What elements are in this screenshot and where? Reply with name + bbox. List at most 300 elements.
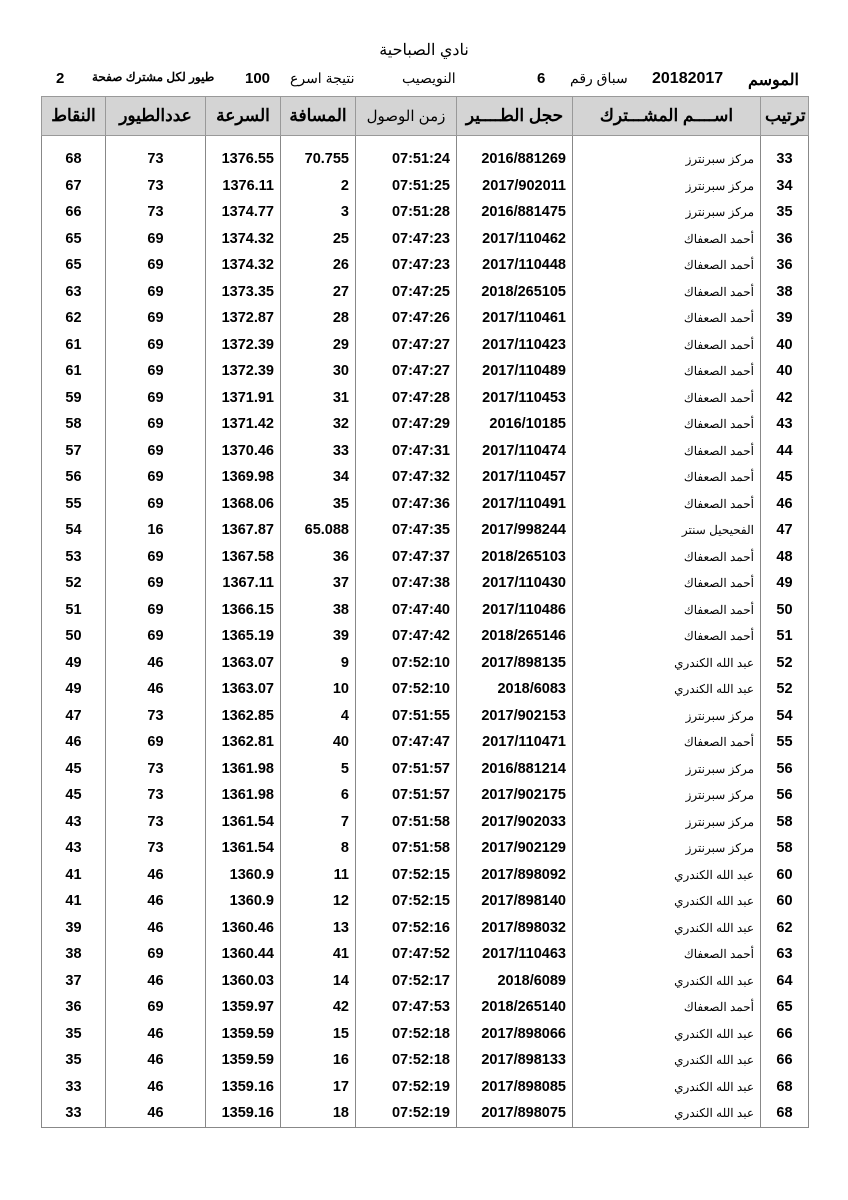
points-cell: 33 (42, 1074, 106, 1101)
rank-cell: 55 (761, 729, 809, 756)
table-row (42, 968, 809, 995)
rank-cell: 43 (761, 411, 809, 438)
rank-cell: 56 (761, 782, 809, 809)
points-cell: 61 (42, 358, 106, 385)
speed-cell: 1359.16 (206, 1100, 281, 1127)
member-name-cell: أحمد الصعفاك (573, 464, 761, 491)
table-row (42, 835, 809, 862)
birds-count-cell: 69 (106, 491, 206, 518)
arrival-time-cell: 07:51:24 (356, 136, 457, 173)
rank-cell: 49 (761, 570, 809, 597)
result-label: نتيجة اسرع (290, 70, 355, 86)
arrival-time-cell: 07:52:19 (356, 1100, 457, 1127)
distance-cell: 28 (281, 305, 356, 332)
points-cell: 57 (42, 438, 106, 465)
member-name-cell: أحمد الصعفاك (573, 332, 761, 359)
distance-cell: 26 (281, 252, 356, 279)
arrival-time-cell: 07:52:15 (356, 888, 457, 915)
speed-cell: 1371.42 (206, 411, 281, 438)
rank-cell: 58 (761, 835, 809, 862)
speed-cell: 1374.32 (206, 226, 281, 253)
distance-cell: 41 (281, 941, 356, 968)
member-name-cell: أحمد الصعفاك (573, 941, 761, 968)
table-row (42, 1100, 809, 1127)
birds-count-cell: 69 (106, 994, 206, 1021)
speed-cell: 1360.03 (206, 968, 281, 995)
member-name-cell: عبد الله الكندري (573, 1100, 761, 1127)
table-row (42, 173, 809, 200)
points-cell: 66 (42, 199, 106, 226)
ring-number-cell: 2017/110463 (457, 941, 573, 968)
per-member-label: طيور لكل مشترك صفحة (92, 70, 215, 84)
table-row (42, 782, 809, 809)
member-name-cell: أحمد الصعفاك (573, 411, 761, 438)
speed-cell: 1361.54 (206, 835, 281, 862)
rank-cell: 45 (761, 464, 809, 491)
table-row (42, 862, 809, 889)
rank-cell: 54 (761, 703, 809, 730)
birds-count-cell: 46 (106, 676, 206, 703)
rank-cell: 33 (761, 136, 809, 173)
distance-cell: 30 (281, 358, 356, 385)
ring-number-cell: 2018/6089 (457, 968, 573, 995)
member-name-cell: عبد الله الكندري (573, 650, 761, 677)
birds-count-cell: 73 (106, 756, 206, 783)
ring-number-cell: 2017/902153 (457, 703, 573, 730)
birds-count-cell: 69 (106, 544, 206, 571)
table-row (42, 136, 809, 173)
distance-cell: 35 (281, 491, 356, 518)
birds-count-cell: 46 (106, 1047, 206, 1074)
ring-number-cell: 2017/110474 (457, 438, 573, 465)
arrival-time-cell: 07:52:19 (356, 1074, 457, 1101)
rank-cell: 36 (761, 226, 809, 253)
ring-number-cell: 2018/265146 (457, 623, 573, 650)
birds-count-cell: 69 (106, 729, 206, 756)
rank-cell: 63 (761, 941, 809, 968)
ring-number-cell: 2017/898075 (457, 1100, 573, 1127)
ring-number-cell: 2018/265105 (457, 279, 573, 306)
speed-cell: 1360.46 (206, 915, 281, 942)
points-cell: 45 (42, 782, 106, 809)
birds-count-cell: 73 (106, 136, 206, 173)
race-location: النويصيب (402, 70, 456, 86)
ring-number-cell: 2017/110462 (457, 226, 573, 253)
arrival-time-cell: 07:52:18 (356, 1047, 457, 1074)
table-row (42, 941, 809, 968)
table-row (42, 1047, 809, 1074)
arrival-time-cell: 07:51:58 (356, 835, 457, 862)
points-cell: 59 (42, 385, 106, 412)
rank-cell: 66 (761, 1047, 809, 1074)
arrival-time-cell: 07:47:35 (356, 517, 457, 544)
points-cell: 43 (42, 835, 106, 862)
rank-cell: 39 (761, 305, 809, 332)
distance-cell: 70.755 (281, 136, 356, 173)
arrival-time-cell: 07:51:57 (356, 756, 457, 783)
speed-cell: 1368.06 (206, 491, 281, 518)
distance-cell: 34 (281, 464, 356, 491)
birds-count-cell: 69 (106, 305, 206, 332)
points-cell: 33 (42, 1100, 106, 1127)
birds-count-cell: 69 (106, 385, 206, 412)
rank-cell: 51 (761, 623, 809, 650)
rank-cell: 68 (761, 1100, 809, 1127)
ring-number-cell: 2017/898092 (457, 862, 573, 889)
speed-cell: 1365.19 (206, 623, 281, 650)
member-name-cell: مركز سبرنترز (573, 809, 761, 836)
speed-cell: 1374.77 (206, 199, 281, 226)
table-row (42, 252, 809, 279)
speed-cell: 1362.85 (206, 703, 281, 730)
ring-number-cell: 2016/881269 (457, 136, 573, 173)
rank-cell: 40 (761, 332, 809, 359)
distance-cell: 40 (281, 729, 356, 756)
ring-number-cell: 2017/110486 (457, 597, 573, 624)
birds-count-cell: 73 (106, 703, 206, 730)
points-cell: 43 (42, 809, 106, 836)
member-name-cell: عبد الله الكندري (573, 1047, 761, 1074)
birds-count-cell: 46 (106, 1074, 206, 1101)
ring-number-cell: 2017/110430 (457, 570, 573, 597)
ring-number-cell: 2017/110471 (457, 729, 573, 756)
member-name-cell: أحمد الصعفاك (573, 729, 761, 756)
rank-cell: 42 (761, 385, 809, 412)
member-name-cell: أحمد الصعفاك (573, 994, 761, 1021)
ring-number-cell: 2017/110491 (457, 491, 573, 518)
table-row (42, 623, 809, 650)
member-name-cell: أحمد الصعفاك (573, 305, 761, 332)
speed-cell: 1361.98 (206, 756, 281, 783)
table-row (42, 438, 809, 465)
points-cell: 65 (42, 252, 106, 279)
points-cell: 62 (42, 305, 106, 332)
member-name-cell: أحمد الصعفاك (573, 544, 761, 571)
distance-cell: 12 (281, 888, 356, 915)
ring-number-cell: 2017/902011 (457, 173, 573, 200)
rank-cell: 36 (761, 252, 809, 279)
birds-count-cell: 69 (106, 279, 206, 306)
arrival-time-cell: 07:47:36 (356, 491, 457, 518)
birds-count-cell: 69 (106, 597, 206, 624)
race-label: سباق رقم (570, 70, 628, 86)
birds-count-cell: 69 (106, 464, 206, 491)
points-cell: 68 (42, 136, 106, 173)
col-header-distance: المسافة (281, 97, 356, 136)
member-name-cell: عبد الله الكندري (573, 862, 761, 889)
distance-cell: 13 (281, 915, 356, 942)
member-name-cell: أحمد الصعفاك (573, 438, 761, 465)
speed-cell: 1359.59 (206, 1047, 281, 1074)
rank-cell: 68 (761, 1074, 809, 1101)
points-cell: 49 (42, 676, 106, 703)
arrival-time-cell: 07:52:10 (356, 650, 457, 677)
distance-cell: 36 (281, 544, 356, 571)
member-name-cell: أحمد الصعفاك (573, 279, 761, 306)
arrival-time-cell: 07:47:23 (356, 252, 457, 279)
speed-cell: 1372.39 (206, 332, 281, 359)
ring-number-cell: 2017/898135 (457, 650, 573, 677)
distance-cell: 15 (281, 1021, 356, 1048)
birds-count-cell: 46 (106, 968, 206, 995)
points-cell: 35 (42, 1047, 106, 1074)
ring-number-cell: 2017/110461 (457, 305, 573, 332)
table-row (42, 411, 809, 438)
race-number: 6 (537, 70, 546, 87)
season-value: 20182017 (652, 70, 724, 87)
ring-number-cell: 2017/898133 (457, 1047, 573, 1074)
member-name-cell: أحمد الصعفاك (573, 570, 761, 597)
ring-number-cell: 2017/902033 (457, 809, 573, 836)
ring-number-cell: 2017/898085 (457, 1074, 573, 1101)
arrival-time-cell: 07:47:27 (356, 358, 457, 385)
points-cell: 65 (42, 226, 106, 253)
distance-cell: 32 (281, 411, 356, 438)
birds-count-cell: 69 (106, 623, 206, 650)
arrival-time-cell: 07:51:57 (356, 782, 457, 809)
table-row (42, 703, 809, 730)
arrival-time-cell: 07:47:31 (356, 438, 457, 465)
arrival-time-cell: 07:47:53 (356, 994, 457, 1021)
birds-count-cell: 73 (106, 809, 206, 836)
speed-cell: 1360.9 (206, 888, 281, 915)
birds-count-cell: 69 (106, 438, 206, 465)
points-cell: 49 (42, 650, 106, 677)
birds-count-cell: 73 (106, 782, 206, 809)
table-row (42, 332, 809, 359)
points-cell: 45 (42, 756, 106, 783)
member-name-cell: مركز سبرنترز (573, 782, 761, 809)
distance-cell: 4 (281, 703, 356, 730)
speed-cell: 1376.55 (206, 136, 281, 173)
rank-cell: 44 (761, 438, 809, 465)
speed-cell: 1367.87 (206, 517, 281, 544)
table-row (42, 544, 809, 571)
points-cell: 67 (42, 173, 106, 200)
table-row (42, 464, 809, 491)
member-name-cell: أحمد الصعفاك (573, 597, 761, 624)
speed-cell: 1376.11 (206, 173, 281, 200)
speed-cell: 1362.81 (206, 729, 281, 756)
ring-number-cell: 2018/6083 (457, 676, 573, 703)
col-header-speed: السرعة (206, 97, 281, 136)
member-name-cell: أحمد الصعفاك (573, 358, 761, 385)
table-row (42, 809, 809, 836)
speed-cell: 1371.91 (206, 385, 281, 412)
distance-cell: 14 (281, 968, 356, 995)
arrival-time-cell: 07:47:28 (356, 385, 457, 412)
ring-number-cell: 2017/110457 (457, 464, 573, 491)
points-cell: 53 (42, 544, 106, 571)
distance-cell: 7 (281, 809, 356, 836)
distance-cell: 65.088 (281, 517, 356, 544)
speed-cell: 1359.59 (206, 1021, 281, 1048)
table-row (42, 226, 809, 253)
table-row (42, 570, 809, 597)
arrival-time-cell: 07:52:17 (356, 968, 457, 995)
arrival-time-cell: 07:47:47 (356, 729, 457, 756)
ring-number-cell: 2017/110423 (457, 332, 573, 359)
table-row (42, 305, 809, 332)
table-row (42, 491, 809, 518)
arrival-time-cell: 07:47:25 (356, 279, 457, 306)
speed-cell: 1373.35 (206, 279, 281, 306)
member-name-cell: أحمد الصعفاك (573, 491, 761, 518)
birds-count-cell: 69 (106, 332, 206, 359)
ring-number-cell: 2018/265103 (457, 544, 573, 571)
birds-count-cell: 69 (106, 941, 206, 968)
birds-count-cell: 69 (106, 570, 206, 597)
rank-cell: 40 (761, 358, 809, 385)
points-cell: 51 (42, 597, 106, 624)
distance-cell: 17 (281, 1074, 356, 1101)
club-title: نادي الصباحية (379, 42, 469, 59)
arrival-time-cell: 07:47:26 (356, 305, 457, 332)
speed-cell: 1370.46 (206, 438, 281, 465)
rank-cell: 34 (761, 173, 809, 200)
speed-cell: 1363.07 (206, 650, 281, 677)
arrival-time-cell: 07:52:10 (356, 676, 457, 703)
distance-cell: 11 (281, 862, 356, 889)
col-header-rank: ترتيب (761, 97, 809, 136)
points-cell: 56 (42, 464, 106, 491)
table-row (42, 1021, 809, 1048)
speed-cell: 1369.98 (206, 464, 281, 491)
arrival-time-cell: 07:52:15 (356, 862, 457, 889)
rank-cell: 52 (761, 650, 809, 677)
member-name-cell: مركز سبرنترز (573, 173, 761, 200)
birds-count-cell: 46 (106, 1100, 206, 1127)
table-row (42, 994, 809, 1021)
distance-cell: 38 (281, 597, 356, 624)
distance-cell: 10 (281, 676, 356, 703)
result-count: 100 (245, 70, 271, 87)
page-number: 2 (56, 70, 65, 87)
rank-cell: 56 (761, 756, 809, 783)
distance-cell: 9 (281, 650, 356, 677)
member-name-cell: مركز سبرنترز (573, 756, 761, 783)
table-row (42, 1074, 809, 1101)
ring-number-cell: 2017/998244 (457, 517, 573, 544)
member-name-cell: عبد الله الكندري (573, 968, 761, 995)
distance-cell: 6 (281, 782, 356, 809)
speed-cell: 1361.98 (206, 782, 281, 809)
distance-cell: 29 (281, 332, 356, 359)
distance-cell: 3 (281, 199, 356, 226)
ring-number-cell: 2017/110453 (457, 385, 573, 412)
col-header-name: اســــم المشـــترك (573, 97, 761, 136)
member-name-cell: عبد الله الكندري (573, 888, 761, 915)
member-name-cell: أحمد الصعفاك (573, 385, 761, 412)
ring-number-cell: 2017/110489 (457, 358, 573, 385)
race-meta-line (40, 70, 810, 92)
speed-cell: 1367.58 (206, 544, 281, 571)
birds-count-cell: 73 (106, 835, 206, 862)
arrival-time-cell: 07:51:25 (356, 173, 457, 200)
ring-number-cell: 2017/110448 (457, 252, 573, 279)
distance-cell: 18 (281, 1100, 356, 1127)
distance-cell: 16 (281, 1047, 356, 1074)
arrival-time-cell: 07:51:28 (356, 199, 457, 226)
rank-cell: 65 (761, 994, 809, 1021)
col-header-ring: حجل الطــــير (457, 97, 573, 136)
ring-number-cell: 2017/898066 (457, 1021, 573, 1048)
table-row (42, 385, 809, 412)
points-cell: 37 (42, 968, 106, 995)
rank-cell: 58 (761, 809, 809, 836)
points-cell: 46 (42, 729, 106, 756)
table-row (42, 358, 809, 385)
member-name-cell: مركز سبرنترز (573, 136, 761, 173)
member-name-cell: الفحيحيل سنتر (573, 517, 761, 544)
table-row (42, 729, 809, 756)
rank-cell: 35 (761, 199, 809, 226)
distance-cell: 2 (281, 173, 356, 200)
rank-cell: 62 (761, 915, 809, 942)
table-row (42, 915, 809, 942)
points-cell: 58 (42, 411, 106, 438)
speed-cell: 1372.87 (206, 305, 281, 332)
speed-cell: 1363.07 (206, 676, 281, 703)
arrival-time-cell: 07:47:32 (356, 464, 457, 491)
rank-cell: 47 (761, 517, 809, 544)
speed-cell: 1374.32 (206, 252, 281, 279)
member-name-cell: عبد الله الكندري (573, 1074, 761, 1101)
distance-cell: 42 (281, 994, 356, 1021)
arrival-time-cell: 07:52:16 (356, 915, 457, 942)
rank-cell: 64 (761, 968, 809, 995)
birds-count-cell: 46 (106, 888, 206, 915)
col-header-arrival: زمن الوصول (356, 97, 457, 136)
arrival-time-cell: 07:51:58 (356, 809, 457, 836)
table-row (42, 199, 809, 226)
ring-number-cell: 2016/881214 (457, 756, 573, 783)
points-cell: 63 (42, 279, 106, 306)
distance-cell: 5 (281, 756, 356, 783)
speed-cell: 1359.97 (206, 994, 281, 1021)
ring-number-cell: 2016/10185 (457, 411, 573, 438)
member-name-cell: عبد الله الكندري (573, 915, 761, 942)
member-name-cell: مركز سبرنترز (573, 199, 761, 226)
arrival-time-cell: 07:47:29 (356, 411, 457, 438)
table-row (42, 676, 809, 703)
points-cell: 39 (42, 915, 106, 942)
arrival-time-cell: 07:52:18 (356, 1021, 457, 1048)
member-name-cell: أحمد الصعفاك (573, 252, 761, 279)
member-name-cell: أحمد الصعفاك (573, 623, 761, 650)
distance-cell: 37 (281, 570, 356, 597)
ring-number-cell: 2017/902129 (457, 835, 573, 862)
arrival-time-cell: 07:47:27 (356, 332, 457, 359)
points-cell: 52 (42, 570, 106, 597)
rank-cell: 48 (761, 544, 809, 571)
speed-cell: 1360.44 (206, 941, 281, 968)
arrival-time-cell: 07:47:38 (356, 570, 457, 597)
distance-cell: 39 (281, 623, 356, 650)
rank-cell: 60 (761, 888, 809, 915)
rank-cell: 38 (761, 279, 809, 306)
speed-cell: 1359.16 (206, 1074, 281, 1101)
rank-cell: 52 (761, 676, 809, 703)
rank-cell: 50 (761, 597, 809, 624)
birds-count-cell: 46 (106, 650, 206, 677)
points-cell: 61 (42, 332, 106, 359)
results-table (41, 96, 809, 1128)
season-label: الموسم (748, 72, 799, 89)
birds-count-cell: 46 (106, 1021, 206, 1048)
member-name-cell: عبد الله الكندري (573, 676, 761, 703)
rank-cell: 46 (761, 491, 809, 518)
